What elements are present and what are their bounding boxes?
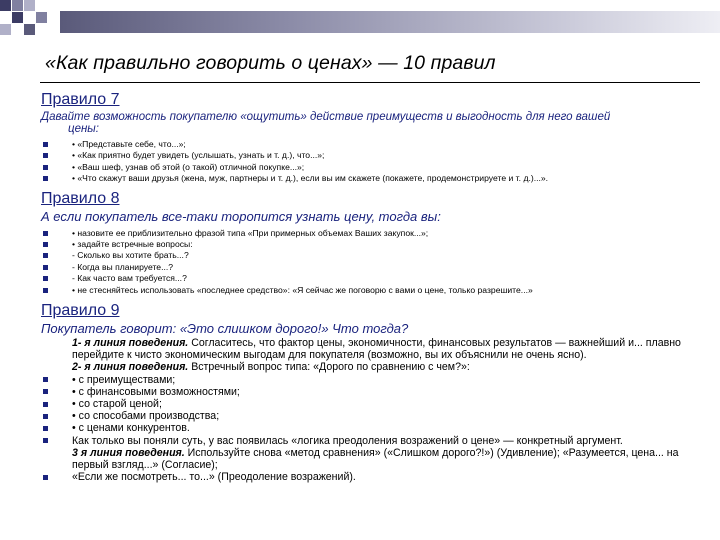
- list-item: • «Ваш шеф, узнав об этой (о такой) отличной покупке...»;: [41, 162, 701, 173]
- rule7-list: [41, 139, 701, 185]
- bullet-icon: [43, 475, 48, 480]
- list-item: • задайте встречные вопросы:: [41, 239, 701, 250]
- list-item: «Если же посмотреть... то...» (Преодоление возражений).: [41, 471, 701, 483]
- rule8-list: [41, 228, 701, 296]
- list-item: • с ценами конкурентов.: [41, 422, 701, 434]
- list-item: • со старой ценой;: [41, 398, 701, 410]
- rule9-list: [41, 337, 701, 483]
- bullet-icon: [43, 165, 48, 170]
- rule7-subtitle-line1: Давайте возможность покупателю «ощутить» действие преимуществ и выгодность для него вашей: [41, 111, 611, 123]
- bullet-icon: [43, 253, 48, 258]
- list-item: Как только вы поняли суть, у вас появилась «логика преодоления возражений о цене» — конкретный аргумент.: [41, 435, 701, 447]
- bullet-icon: [43, 426, 48, 431]
- corner-decoration: [0, 0, 60, 40]
- line2-text: Встречный вопрос типа: «Дорого по сравнению с чем?»:: [188, 361, 470, 374]
- line3-text: Используйте снова «метод сравнения» («Слишком дорого?!») (Удивление); «Разумеется, цена... на первый взгляд...» (Согласие);: [72, 446, 679, 472]
- bullet-icon: [43, 377, 48, 382]
- rule9-heading: Правило 9: [41, 302, 120, 320]
- rule7-subtitle-line2: цены:: [68, 123, 99, 135]
- bullet-icon: [43, 153, 48, 158]
- header-gradient-band: [60, 11, 720, 33]
- list-item: [41, 361, 701, 373]
- bullet-icon: [43, 414, 48, 419]
- slide-content: [41, 90, 701, 484]
- bullet-icon: [43, 242, 48, 247]
- rule7-subtitle: [41, 111, 701, 135]
- list-item: • «Представьте себе, что...»;: [41, 139, 701, 150]
- bullet-icon: [43, 389, 48, 394]
- list-item: [41, 337, 701, 361]
- list-item: • назовите ее приблизительно фразой типа «При примерных объемах Ваших закупок...»;: [41, 228, 701, 239]
- list-item: • «Что скажут ваши друзья (жена, муж, партнеры и т. д.), если вы им скажете (покажете, продемонстрируете и т. д.)...».: [41, 173, 701, 184]
- bullet-icon: [43, 176, 48, 181]
- rule7-heading: Правило 7: [41, 91, 120, 108]
- slide-title: «Как правильно говорить о ценах» — 10 правил: [45, 52, 496, 74]
- list-item: - Когда вы планируете...?: [41, 262, 701, 273]
- line2-lead: 2- я линия поведения.: [72, 361, 189, 374]
- list-item: • «Как приятно будет увидеть (услышать, узнать и т. д.), что...»;: [41, 150, 701, 161]
- rule8-subtitle: А если покупатель все-таки торопится узнать цену, тогда вы:: [41, 208, 441, 224]
- bullet-icon: [43, 265, 48, 270]
- bullet-icon: [43, 438, 48, 443]
- list-item: • с финансовыми возможностями;: [41, 386, 701, 398]
- bullet-icon: [43, 276, 48, 281]
- list-item: • не стесняйтесь использовать «последнее средство»: «Я сейчас же поговорю с вами о цене, только разрешите...»: [41, 285, 701, 296]
- rule9-subtitle: Покупатель говорит: «Это слишком дорого!» Что тогда?: [41, 321, 409, 337]
- bullet-icon: [43, 231, 48, 236]
- title-divider: [40, 82, 700, 83]
- bullet-icon: [43, 142, 48, 147]
- line3-lead: 3 я линия поведения.: [72, 446, 185, 459]
- line1-lead: 1- я линия поведения.: [72, 337, 189, 350]
- list-item: - Сколько вы хотите брать...?: [41, 250, 701, 261]
- list-item: - Как часто вам требуется...?: [41, 273, 701, 284]
- bullet-icon: [43, 402, 48, 407]
- line1-text: Согласитесь, что фактор цены, экономичности, финансовых результатов — важнейший и... плавно перейдите к чисто экономическим выгодам для покупателя (возможно, вы их объяснили не очень ясно).: [72, 337, 681, 362]
- list-item: • с преимуществами;: [41, 374, 701, 386]
- bullet-icon: [43, 288, 48, 293]
- list-item: • со способами производства;: [41, 410, 701, 422]
- rule8-heading: Правило 8: [41, 189, 120, 207]
- list-item: [41, 447, 701, 471]
